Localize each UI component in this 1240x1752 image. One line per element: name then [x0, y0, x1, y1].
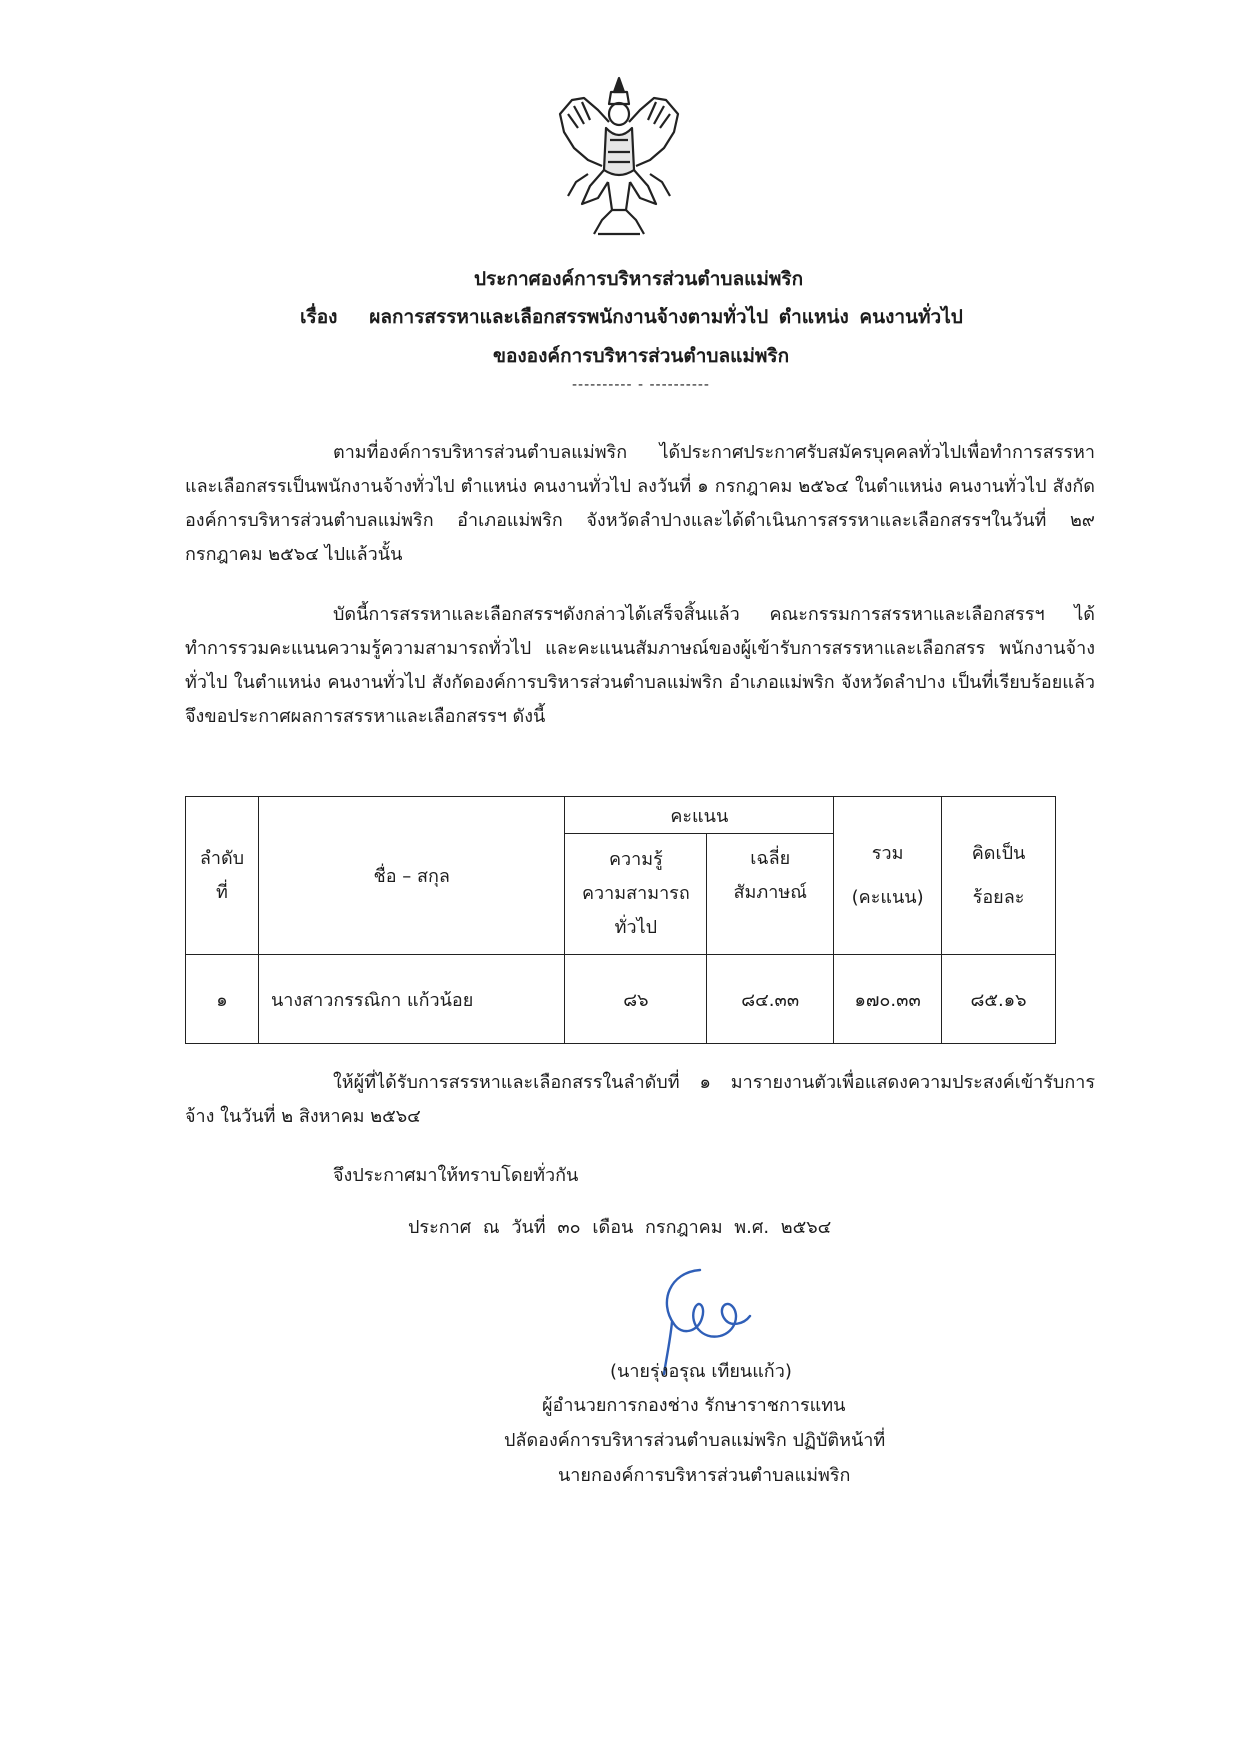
- col-interview: [707, 834, 834, 955]
- paragraph-3-text: ให้ผู้ที่ได้รับการสรรหาและเลือกสรรในลำดับที่ ๑ มารายงานตัวเพื่อแสดงความประสงค์เข้ารับการจ้าง ในวันที่ ๒ สิงหาคม ๒๕๖๔: [185, 1072, 1095, 1127]
- garuda-emblem-icon: [554, 70, 684, 250]
- announce-date: ประกาศ ณ วันที่ ๓๐ เดือน กรกฎาคม พ.ศ. ๒๕๖๔: [408, 1217, 832, 1238]
- paragraph-1-text: ตามที่องค์การบริหารส่วนตำบลแม่พริก ได้ประกาศประกาศรับสมัครบุคคลทั่วไปเพื่อทำการสรรหาและเลือกสรรเป็นพนักงานจ้างทั่วไป ตำแหน่ง คนงานทั่วไป ลงวันที่ ๑ กรกฎาคม ๒๕๖๔ ในตำแหน่ง คนงานทั่วไป สังกัดองค์การบริหารส่วนตำบลแม่พริก อำเภอแม่พริก จังหวัดลำปางและได้ดำเนินการสรรหาและเลือกสรรฯในวันที่ ๒๙ กรกฎาคม ๒๕๖๔ ไปแล้วนั้น: [185, 442, 1095, 565]
- col-knowledge: [565, 834, 707, 955]
- col-order-label: ลำดับ ที่: [199, 847, 245, 903]
- col-knowledge-label: ความรู้ ความสามารถ ทั่วไป: [581, 849, 690, 938]
- subject-line: [300, 302, 963, 332]
- paragraph-3: [185, 1066, 1095, 1134]
- col-score-group: [565, 797, 834, 834]
- paragraph-1: [185, 436, 1095, 572]
- paragraph-2: [185, 598, 1095, 734]
- signer-title-2: ปลัดองค์การบริหารส่วนตำบลแม่พริก ปฏิบัติหน้าที่: [504, 1430, 886, 1451]
- cell-total: ๑๗๐.๓๓: [834, 955, 942, 1044]
- signer-title-1: ผู้อำนวยการกองช่าง รักษาราชการแทน: [542, 1395, 846, 1416]
- cell-knowledge: ๘๖: [565, 955, 707, 1044]
- separator: ---------- - ----------: [572, 377, 710, 393]
- col-total: [834, 797, 942, 955]
- col-interview-label: เฉลี่ย สัมภาษณ์: [733, 848, 807, 903]
- closing-line: จึงประกาศมาให้ทราบโดยทั่วกัน: [333, 1165, 579, 1186]
- table-row: [186, 955, 1056, 1044]
- col-name: [258, 797, 565, 955]
- paragraph-2-text: บัดนี้การสรรหาและเลือกสรรฯดังกล่าวได้เสร็จสิ้นแล้ว คณะกรรมการสรรหาและเลือกสรรฯ ได้ทำการรวมคะแนนความรู้ความสามารถทั่วไป และคะแนนสัมภาษณ์ของผู้เข้ารับการสรรหาและเลือกสรร พนักงานจ้างทั่วไป ในตำแหน่ง คนงานทั่วไป สังกัดองค์การบริหารส่วนตำบลแม่พริก อำเภอแม่พริก จังหวัดลำปาง เป็นที่เรียบร้อยแล้ว จึงขอประกาศผลการสรรหาและเลือกสรรฯ ดังนี้: [185, 604, 1095, 727]
- score-table: [185, 796, 1056, 1044]
- col-percent-label: คิดเป็น ร้อยละ: [971, 842, 1026, 908]
- signer-name: (นายรุ่งอรุณ เทียนแก้ว): [610, 1361, 792, 1382]
- cell-interview: ๘๔.๓๓: [707, 955, 834, 1044]
- col-score-group-label: คะแนน: [670, 805, 729, 827]
- cell-name: นางสาวกรรณิกา แก้วน้อย: [258, 955, 565, 1044]
- signer-title-3: นายกองค์การบริหารส่วนตำบลแม่พริก: [558, 1465, 851, 1486]
- subject-label: เรื่อง: [300, 306, 338, 328]
- cell-order: ๑: [186, 955, 259, 1044]
- col-order: [186, 797, 259, 955]
- col-name-label: ชื่อ – สกุล: [373, 866, 450, 887]
- cell-percent: ๘๕.๑๖: [942, 955, 1056, 1044]
- subject-line-2: ขององค์การบริหารส่วนตำบลแม่พริก: [493, 345, 790, 367]
- subject-text: ผลการสรรหาและเลือกสรรพนักงานจ้างตามทั่วไป ตำแหน่ง คนงานทั่วไป: [369, 306, 963, 328]
- col-total-label: รวม (คะแนน): [851, 842, 924, 908]
- announcement-title: ประกาศองค์การบริหารส่วนตำบลแม่พริก: [474, 268, 804, 290]
- col-percent: [942, 797, 1056, 955]
